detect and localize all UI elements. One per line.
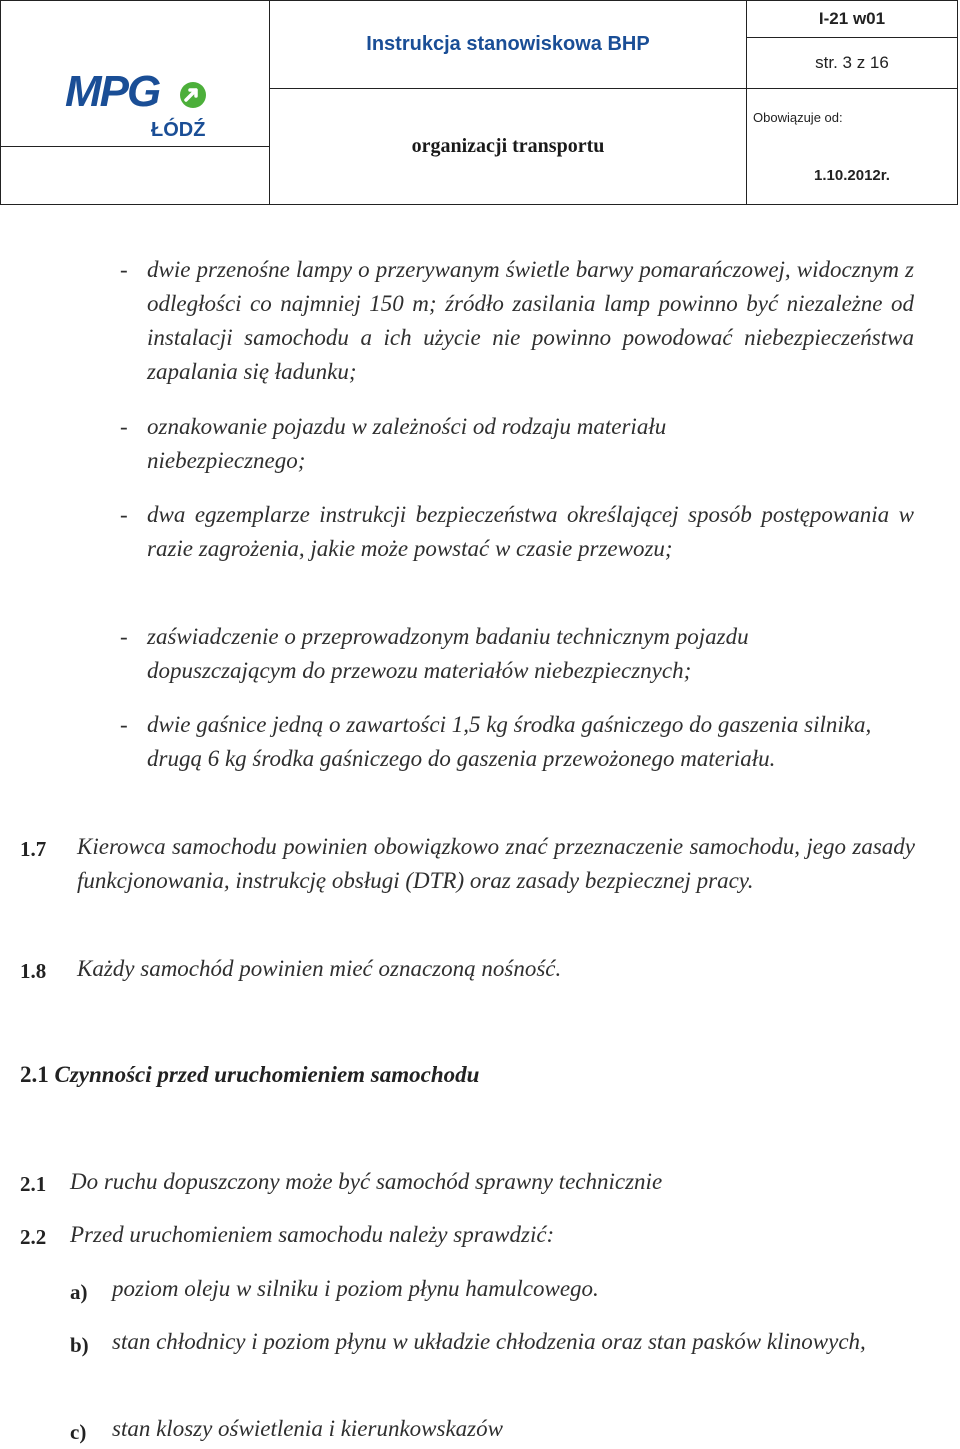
- section-number: 2.1: [20, 1062, 49, 1087]
- document-code: I-21 w01: [747, 1, 958, 38]
- document-title: Instrukcja stanowiskowa BHP: [270, 1, 747, 89]
- section-title: Czynności przed uruchomieniem samochodu: [54, 1062, 480, 1087]
- logo-city: ŁÓDŹ: [151, 119, 206, 141]
- subitem-label: c): [70, 1420, 87, 1444]
- bullet-item: dwie przenośne lampy o przerywanym świetle barwy pomarańczowej, widocznym z odległości co najmniej 150 m; źródło zasilania lamp powinno być niezależne od instalacji samochodu a ich użycie nie powinno powodować niebezpieczeństwa zapalania się ładunku;: [147, 257, 914, 384]
- item-number: 1.8: [20, 959, 47, 983]
- logo-text: MPG: [65, 67, 160, 116]
- document-subtitle: organizacji transportu: [270, 89, 747, 205]
- numbered-item: Kierowca samochodu powinien obowiązkowo znać przeznaczenie samochodu, jego zasady funkcjonowania, instrukcję obsługi (DTR) oraz zasady bezpiecznej pracy.: [77, 834, 915, 893]
- bullet-dash: -: [120, 414, 128, 439]
- bullet-item: oznakowanie pojazdu w zależności od rodzaju materiału niebezpiecznego;: [147, 414, 667, 473]
- arrow-icon: [179, 81, 207, 109]
- document-header: [0, 0, 958, 205]
- item-number: 2.1: [20, 1172, 47, 1196]
- effective-date: 1.10.2012r.: [747, 147, 958, 205]
- bullet-item: dwa egzemplarze instrukcji bezpieczeństwa określającej sposób postępowania w razie zagrożenia, jakie może powstać w czasie przewozu;: [147, 502, 914, 561]
- bullet-dash: -: [120, 624, 128, 649]
- subitem-label: b): [70, 1333, 89, 1357]
- subitem: poziom oleju w silniku i poziom płynu hamulcowego.: [112, 1276, 599, 1301]
- subitem: stan chłodnicy i poziom płynu w układzie chłodzenia oraz stan pasków klinowych,: [112, 1329, 866, 1354]
- logo-cell: [1, 1, 270, 147]
- logo-cell-bottom: [1, 147, 270, 205]
- mpg-logo: [65, 67, 205, 147]
- bullet-dash: -: [120, 502, 128, 527]
- bullet-item: dwie gaśnice jedną o zawartości 1,5 kg środka gaśniczego do gaszenia silnika, drugą 6 kg środka gaśniczego do gaszenia przewożonego materiału.: [147, 712, 872, 771]
- bullet-dash: -: [120, 712, 128, 737]
- numbered-item: Do ruchu dopuszczony może być samochód sprawny technicznie: [70, 1169, 663, 1194]
- effective-label: Obowiązuje od:: [747, 89, 958, 147]
- section-heading: [20, 1062, 479, 1088]
- numbered-item: Każdy samochód powinien mieć oznaczoną nośność.: [77, 956, 562, 981]
- item-number: 2.2: [20, 1225, 47, 1249]
- subitem-label: a): [70, 1280, 88, 1304]
- bullet-item: zaświadczenie o przeprowadzonym badaniu technicznym pojazdu dopuszczającym do przewozu materiałów niebezpiecznych;: [147, 624, 749, 683]
- subitem: stan kloszy oświetlenia i kierunkowskazów: [112, 1416, 503, 1441]
- page-number: str. 3 z 16: [747, 38, 958, 89]
- item-number: 1.7: [20, 837, 47, 861]
- bullet-dash: -: [120, 257, 128, 282]
- numbered-item: Przed uruchomieniem samochodu należy sprawdzić:: [70, 1222, 555, 1247]
